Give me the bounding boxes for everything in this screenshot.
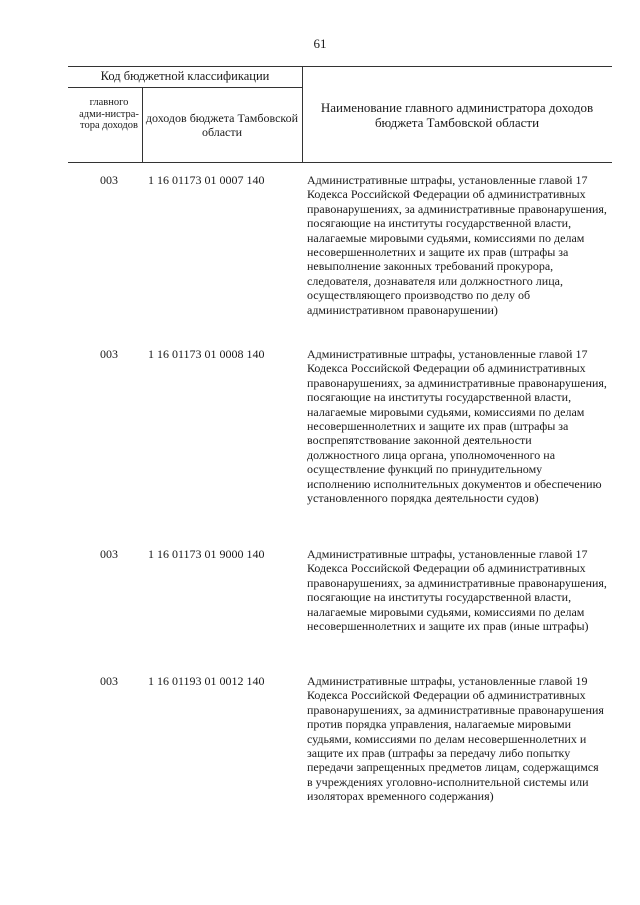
header-name-col: Наименование главного администратора доходов бюджета Тамбовской области xyxy=(320,100,594,130)
admin-code: 003 xyxy=(100,547,118,561)
income-code: 1 16 01173 01 9000 140 xyxy=(148,547,265,561)
income-name: Административные штрафы, установленные главой 17 Кодекса Российской Федерации об административных правонарушениях, за административные правонарушения, посягающие на институты государственной власти, налагаемые мировыми судьями, комиссиями по делам несовершеннолетних и защите их прав (иные штрафы) xyxy=(307,547,607,634)
admin-code: 003 xyxy=(100,173,118,187)
header-income-col: доходов бюджета Тамбовской области xyxy=(145,111,299,139)
income-name: Административные штрафы, установленные главой 19 Кодекса Российской Федерации об административных правонарушениях, за административные правонарушения против порядка управления, налагаемые мировыми судьями, комиссиями по делам несовершеннолетних и защите их прав (штрафы за передачу либо попытку передачи запрещенных предметов лицам, содержащимся в учреждениях уголовно-исполнительной системы или изоляторах временного содержания) xyxy=(307,674,604,804)
page-number: 61 xyxy=(313,36,327,51)
income-code: 1 16 01173 01 0008 140 xyxy=(148,347,265,361)
code-group-divider xyxy=(68,87,302,88)
income-code: 1 16 01193 01 0012 140 xyxy=(148,674,265,688)
header-bottom-border xyxy=(68,162,612,163)
header-admin-col: главного адми-нистра-тора доходов xyxy=(79,97,139,132)
header-code-group: Код бюджетной классификации xyxy=(100,69,270,83)
admin-code: 003 xyxy=(100,347,118,361)
admin-code: 003 xyxy=(100,674,118,688)
income-code: 1 16 01173 01 0007 140 xyxy=(148,173,265,187)
income-name: Административные штрафы, установленные главой 17 Кодекса Российской Федерации об административных правонарушениях, за административные правонарушения, посягающие на институты государственной власти, налагаемые мировыми судьями, комиссиями по делам несовершеннолетних и защите их прав (штрафы за воспрепятствование законной деятельности должностного лица органа, уполномоченного на осуществление функций по принудительному исполнению исполнительных документов и обеспечению установленного порядка деятельности судов) xyxy=(307,347,607,506)
table-top-border xyxy=(68,66,612,67)
income-name: Административные штрафы, установленные главой 17 Кодекса Российской Федерации об административных правонарушениях, за административные правонарушения, посягающие на институты государственной власти, налагаемые мировыми судьями, комиссиями по делам несовершеннолетних и защите их прав (штрафы за невыполнение законных требований прокурора, следователя, дознавателя или должностного лица, осуществляющего производство по делу об административном правонарушении) xyxy=(307,173,607,317)
